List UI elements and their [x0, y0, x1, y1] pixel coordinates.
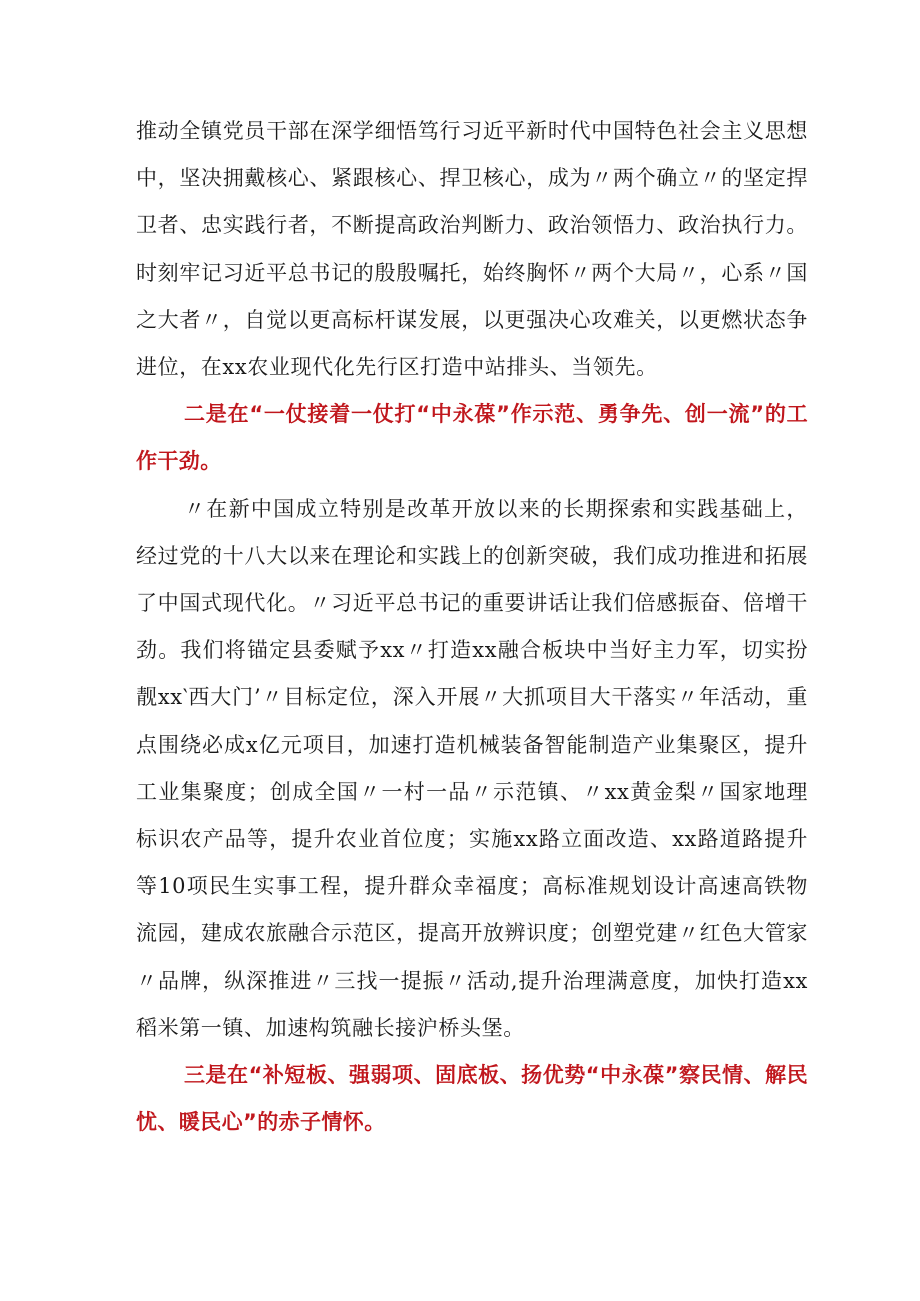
paragraph-political-commitment: 推动全镇党员干部在深学细悟笃行习近平新时代中国特色社会主义思想中，坚决拥戴核心、紧跟核心、捍卫核心，成为〃两个确立〃的坚定捍卫者、忠实践行者，不断提高政治判断力、政治领悟力、政治执行力。时刻牢记习近平总书记的殷殷嘱托，始终胸怀〃两个大局〃，心系〃国之大者〃，自觉以更高标杆谋发展，以更强决心攻难关，以更燃状态争进位，在xx农业现代化先行区打造中站排头、当领先。 — [136, 119, 808, 380]
section-heading-work-drive: 二是在“一仗接着一仗打“中永葆”作示范、勇争先、创一流”的工作干劲。 — [136, 402, 808, 474]
paragraph-modernization-plan: 〃在新中国成立特别是改革开放以来的长期探索和实践基础上，经过党的十八大以来在理论和实践上的创新突破，我们成功推进和拓展了中国式现代化。〃习近平总书记的重要讲话让我们倍感振奋、倍增干劲。我们将锚定县委赋予xx〃打造xx融合板块中当好主力军，切实扮靓xx‵西大门’〃目标定位，深入开展〃大抓项目大干落实〃年活动，重点围绕必成x亿元项目，加速打造机械装备智能制造产业集聚区，提升工业集聚度；创成全国〃一村一品〃示范镇、〃xx黄金梨〃国家地理标识农产品等，提升农业首位度；实施xx路立面改造、xx路道路提升等10项民生实事工程，提升群众幸福度；高标准规划设计高速高铁物流园，建成农旅融合示范区，提高开放辨识度；创塑党建〃红色大管家〃品牌，纵深推进〃三找一提振〃活动,提升治理满意度，加快打造xx稻米第一镇、加速构筑融长接沪桥头堡。 — [136, 496, 808, 1040]
section-heading-people-care: 三是在“补短板、强弱项、固底板、扬优势“中永葆”察民情、解民忧、暖民心”的赤子情怀。 — [136, 1063, 808, 1135]
document-body — [136, 108, 808, 1146]
